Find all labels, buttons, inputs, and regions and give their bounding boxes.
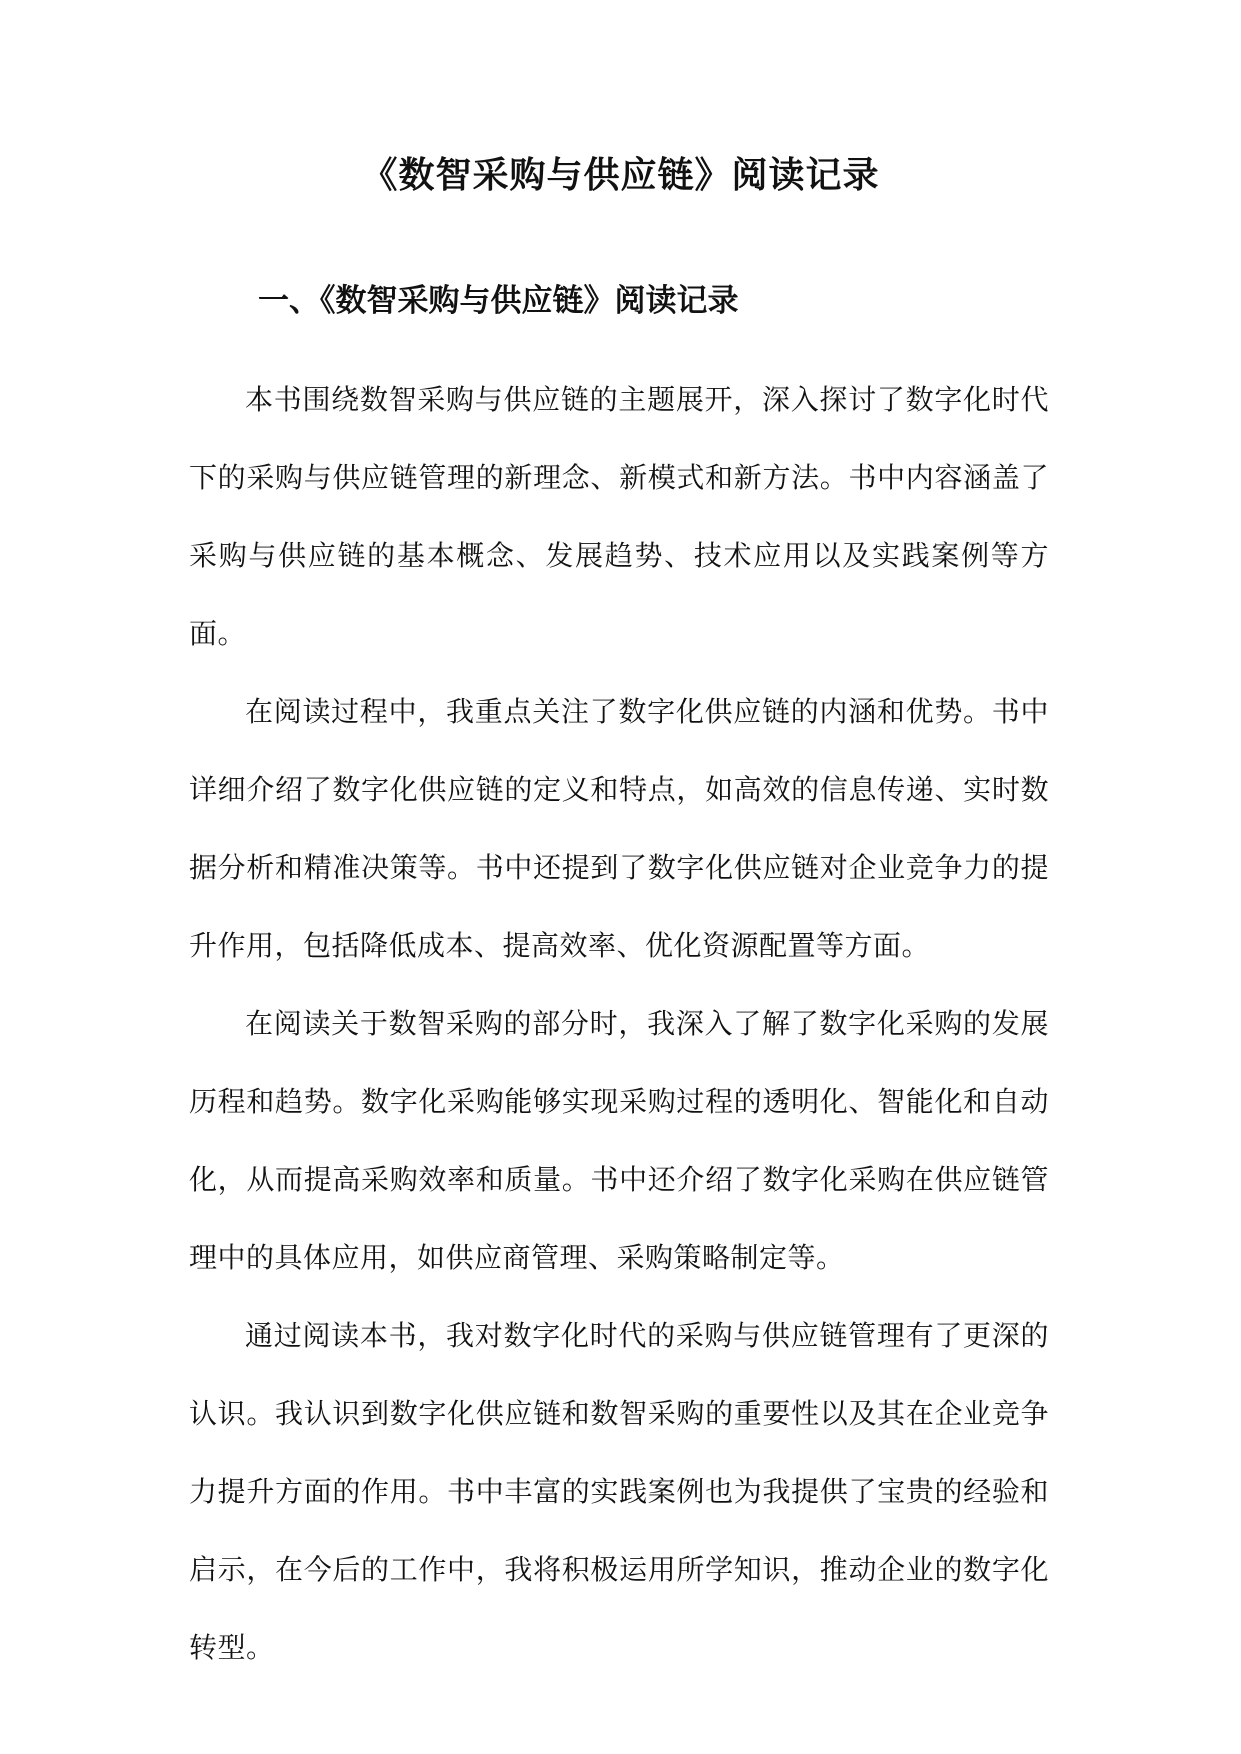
paragraph-4: 通过阅读本书，我对数字化时代的采购与供应链管理有了更深的认识。我认识到数字化供应链和数智采购的重要性以及其在企业竞争力提升方面的作用。书中丰富的实践案例也为我提供了宝贵的经验和启示，在今后的工作中，我将积极运用所学知识，推动企业的数字化转型。: [189, 1319, 1049, 1664]
paragraph-1: 本书围绕数智采购与供应链的主题展开，深入探讨了数字化时代下的采购与供应链管理的新理念、新模式和新方法。书中内容涵盖了采购与供应链的基本概念、发展趋势、技术应用以及实践案例等方面。: [189, 383, 1049, 650]
section-heading: 一、《数智采购与供应链》阅读记录: [258, 283, 739, 319]
document-body: [189, 361, 1049, 1687]
paragraph-2: 在阅读过程中，我重点关注了数字化供应链的内涵和优势。书中详细介绍了数字化供应链的定义和特点，如高效的信息传递、实时数据分析和精准决策等。书中还提到了数字化供应链对企业竞争力的提升作用，包括降低成本、提高效率、优化资源配置等方面。: [189, 695, 1049, 962]
paragraph-3: 在阅读关于数智采购的部分时，我深入了解了数字化采购的发展历程和趋势。数字化采购能够实现采购过程的透明化、智能化和自动化，从而提高采购效率和质量。书中还介绍了数字化采购在供应链管理中的具体应用，如供应商管理、采购策略制定等。: [189, 1007, 1049, 1274]
document-title: 《数智采购与供应链》阅读记录: [361, 154, 880, 196]
